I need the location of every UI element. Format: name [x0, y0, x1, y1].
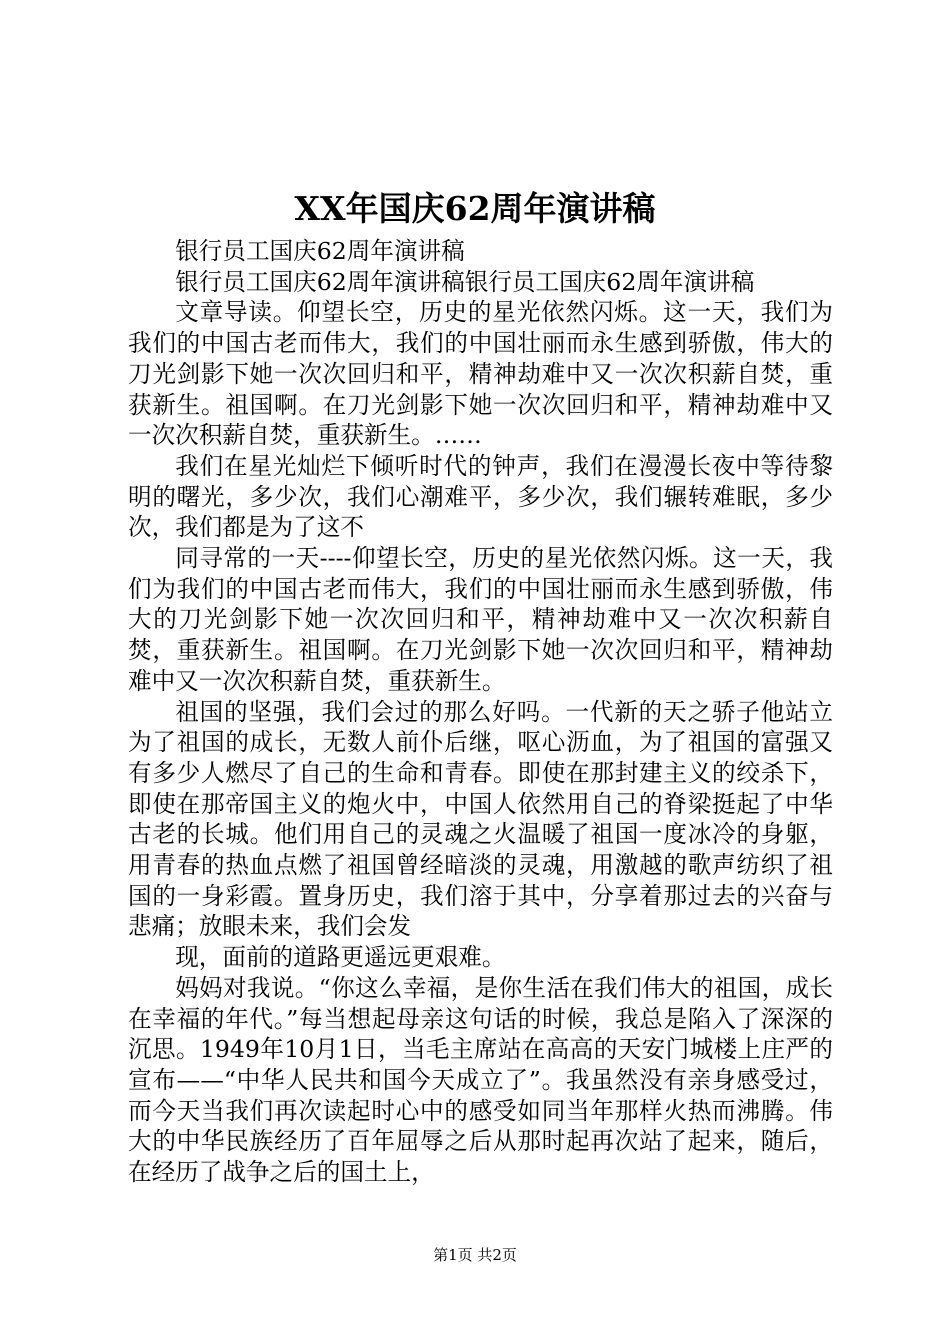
paragraph: 同寻常的一天----仰望长空，历史的星光依然闪烁。这一天，我们为我们的中国古老而伟大，我们的中国壮丽而永生感到骄傲，伟大的刀光剑影下她一次次回归和平，精神劫难中又一次次积薪自焚，重获新生。祖国啊。在刀光剑影下她一次次回归和平，精神劫难中又一次次积薪自焚，重获新生。: [128, 544, 833, 695]
paragraph: 祖国的坚强，我们会过的那么好吗。一代新的天之骄子他站立为了祖国的成长，无数人前仆后继，呕心沥血，为了祖国的富强又有多少人燃尽了自己的生命和青春。即使在那封建主义的绞杀下，即使在那帝国主义的炮火中，中国人依然用自己的脊梁挺起了中华古老的长城。他们用自己的灵魂之火温暖了祖国一度冰冷的身躯，用青春的热血点燃了祖国曾经暗淡的灵魂，用激越的歌声纺织了祖国的一身彩霞。置身历史，我们溶于其中，分享着那过去的兴奋与悲痛；放眼未来，我们会发: [128, 697, 833, 941]
paragraph: 银行员工国庆62周年演讲稿银行员工国庆62周年演讲稿: [175, 267, 755, 296]
document-body: [128, 236, 833, 1188]
page-number-footer: 第1页 共2页: [433, 1246, 517, 1264]
paragraph: 我们在星光灿烂下倾听时代的钟声，我们在漫漫长夜中等待黎明的曙光，多少次，我们心潮难平，多少次，我们辗转难眠，多少次，我们都是为了这不: [128, 451, 833, 542]
paragraph: 妈妈对我说。“你这么幸福，是你生活在我们伟大的祖国，成长在幸福的年代。”每当想起母亲这句话的时候，我总是陷入了深深的沉思。1949年10月1日，当毛主席站在高高的天安门城楼上庄严的宣布——“中华人民共和国今天成立了”。我虽然没有亲身感受过，而今天当我们再次读起时心中的感受如同当年那样火热而沸腾。伟大的中华民族经历了百年屈辱之后从那时起再次站了起来，随后，在经历了战争之后的国土上，: [128, 973, 833, 1187]
paragraph: 银行员工国庆62周年演讲稿: [175, 237, 465, 265]
paragraph: 现，面前的道路更遥远更艰难。: [175, 943, 506, 972]
paragraph: 文章导读。仰望长空，历史的星光依然闪烁。这一天，我们为我们的中国古老而伟大，我们的中国壮丽而永生感到骄傲，伟大的刀光剑影下她一次次回归和平，精神劫难中又一次次积薪自焚，重获新生。祖国啊。在刀光剑影下她一次次回归和平，精神劫难中又一次次积薪自焚，重获新生。……: [128, 298, 833, 450]
document-title: XX年国庆62周年演讲稿: [294, 189, 656, 228]
